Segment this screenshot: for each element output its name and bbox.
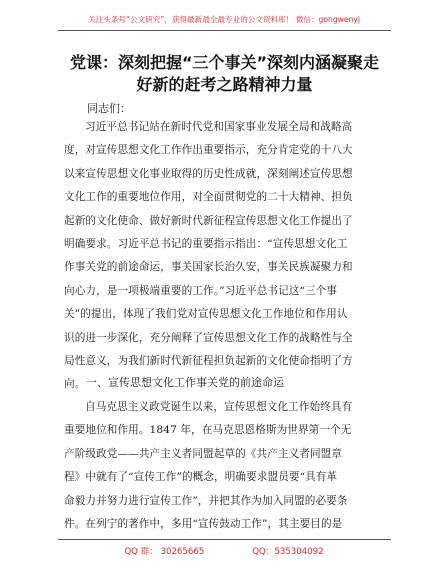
paragraph-1 (64, 116, 394, 397)
header-divider (58, 30, 391, 31)
footer-divider (58, 539, 391, 540)
paragraph-line: 命毅力并努力进行宣传工作”，并把其作为加入同盟的必要条 (64, 494, 348, 507)
paragraph-line: 件。在列宁的著作中，多用“宣传鼓动工作”，其主要目的是 (64, 517, 343, 530)
section-heading: 一、宣传思想文化工作事关党的前途命运 (86, 376, 284, 389)
footer-qq-group: QQ 群： 30265665 (124, 547, 205, 557)
paragraph-line: 程》中就有了“宣传工作”的概念，明确要求盟员要“具有革 (64, 471, 338, 484)
paragraph-2 (64, 396, 394, 536)
paragraph-line: 向心力，是一项极端重要的工作。”习近平总书记这“三个事 (64, 284, 338, 297)
paragraph-line: 明确要求。习近平总书记的重要指示指出：“宣传思想文化工 (64, 237, 348, 250)
footer-qq: QQ：535304092 (252, 547, 324, 557)
paragraph-line: 作事关党的前途命运，事关国家长治久安，事关民族凝聚力和 (64, 261, 353, 274)
paragraph-line: 局性意义，为我们新时代新征程担负起新的文化使命指明了方 (64, 354, 353, 367)
salutation: 同志们： (87, 102, 131, 115)
paragraph-line: 关”的提出，体现了我们党对宣传思想文化工作地位和作用认 (64, 308, 348, 321)
header-banner: 关注头条号“公文研究”，获得最新最全最专业的公文资料库！ 微信：gongwenyj (88, 15, 360, 24)
footer (0, 545, 448, 557)
paragraph-line: 自马克思主义政党诞生以来，宣传思想文化工作始终具有 (85, 401, 353, 413)
title-line-1: 党课：深刻把握“三个事关”深刻内涵凝聚走 (69, 53, 380, 72)
title-line-2: 好新的赶考之路精神力量 (136, 75, 313, 94)
paragraph-line: 起新的文化使命、做好新时代新征程宣传思想文化工作提出了 (64, 214, 353, 227)
paragraph-line: 产阶级政党——共产主义者同盟起草的《共产主义者同盟章 (64, 447, 343, 460)
document-title (52, 52, 397, 96)
paragraph-line: 文化工作的重要地位作用，对全面贯彻党的二十大精神、担负 (64, 191, 353, 204)
paragraph-line: 识的进一步深化，充分阐释了宣传思想文化工作的战略性与全 (64, 331, 353, 344)
paragraph-line: 向。 (64, 378, 86, 391)
paragraph-line: 习近平总书记站在新时代党和国家事业发展全局和战略高 (85, 121, 353, 133)
paragraph-line: 重要地位和作用。1847 年，在马克思恩格斯为世界第一个无 (64, 424, 352, 437)
paragraph-line: 度，对宣传思想文化工作作出重要指示，充分肯定党的十八大 (64, 144, 353, 157)
paragraph-line: 以来宣传思想文化事业取得的历史性成就，深刻阐述宣传思想 (64, 167, 353, 180)
